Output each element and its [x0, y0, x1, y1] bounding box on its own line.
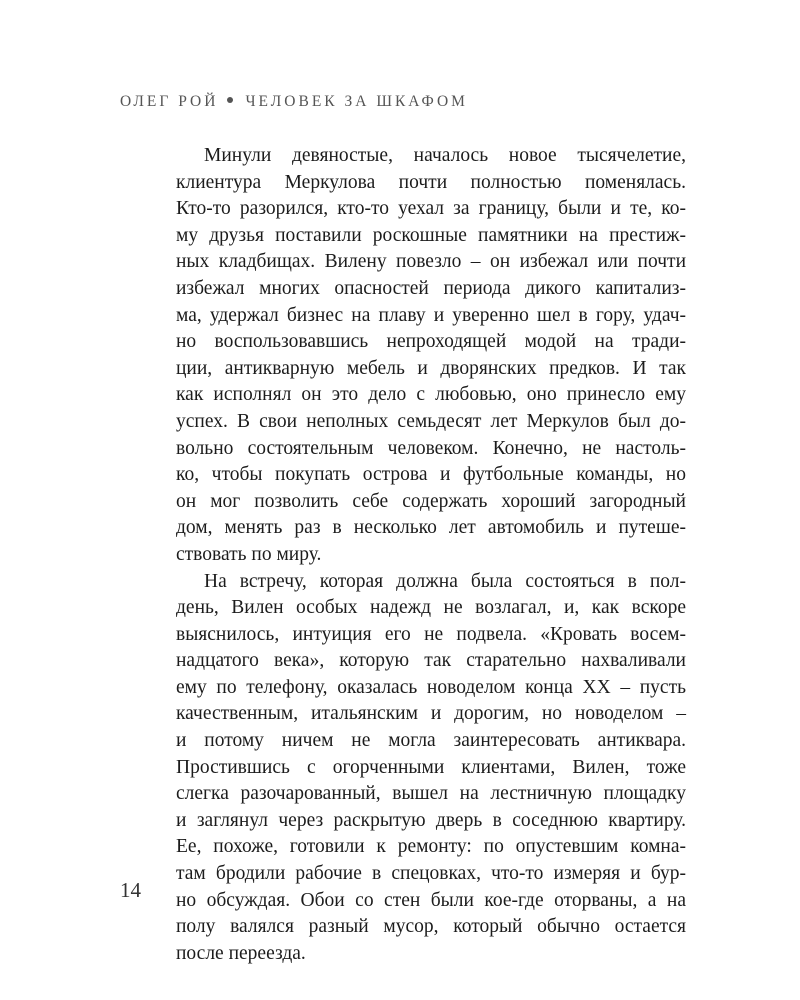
text-line: он мог позволить себе содержать хороший загородный: [176, 490, 686, 512]
text-line: На встречу, которая должна была состояться в пол-: [204, 570, 686, 592]
text-line: и потому ничем не могла заинтересовать антиквара.: [176, 730, 686, 752]
text-line: клиентура Меркулова почти полностью поменялась.: [176, 171, 686, 193]
text-line: дом, менять раз в несколько лет автомобиль и путеше-: [176, 517, 686, 539]
text-line: Простившись с огорченными клиентами, Вилен, тоже: [176, 756, 686, 778]
text-line: надцатого века», которую так старательно нахваливали: [176, 650, 686, 672]
text-line: полу валялся разный мусор, который обычно остается: [176, 916, 686, 938]
body-text: [176, 143, 686, 967]
text-line: слегка разочарованный, вышел на лестничную площадку: [176, 783, 686, 805]
bullet-separator-icon: [227, 97, 233, 103]
text-line: день, Вилен особых надежд не возлагал, и, как вскоре: [176, 597, 686, 619]
text-line: но воспользовавшись непроходящей модой на тради-: [176, 331, 686, 353]
paragraph: [176, 143, 686, 569]
text-line: ко, чтобы покупать острова и футбольные команды, но: [176, 464, 686, 486]
text-line: ему по телефону, оказалась новоделом конца XX – пусть: [176, 676, 686, 698]
text-line: ции, антикварную мебель и дворянских предков. И так: [176, 357, 686, 379]
text-line: успех. В свои неполных семьдесят лет Меркулов был до-: [176, 410, 686, 432]
page-number: 14: [120, 878, 141, 902]
text-line: после переезда.: [176, 942, 306, 964]
text-line: избежал многих опасностей периода дикого капитализ-: [176, 277, 686, 299]
text-line: но обсуждая. Обои со стен были кое-где оторваны, а на: [176, 889, 686, 911]
running-head-title: ЧЕЛОВЕК ЗА ШКАФОМ: [245, 93, 468, 110]
text-line: как исполнял он это дело с любовью, оно принесло ему: [176, 384, 686, 406]
text-line: ма, удержал бизнес на плаву и уверенно шел в гору, удач-: [176, 304, 686, 326]
text-line: вольно состоятельным человеком. Конечно, не настоль-: [176, 437, 686, 459]
paragraph: [176, 569, 686, 968]
text-line: ствовать по миру.: [176, 543, 322, 565]
text-line: му друзья поставили роскошные памятники на престиж-: [176, 224, 686, 246]
text-line: Кто-то разорился, кто-то уехал за границу, были и те, ко-: [176, 198, 686, 220]
text-line: и заглянул через раскрытую дверь в соседнюю квартиру.: [176, 809, 686, 831]
text-line: качественным, итальянским и дорогим, но новоделом –: [176, 703, 686, 725]
running-head-author: ОЛЕГ РОЙ: [120, 93, 219, 110]
running-head: [120, 93, 468, 111]
text-line: Минули девяностые, началось новое тысячелетие,: [204, 145, 686, 166]
text-line: выяснилось, интуиция его не подвела. «Кровать восем-: [176, 623, 686, 645]
text-line: Ее, похоже, готовили к ремонту: по опустевшим комна-: [176, 836, 686, 858]
text-line: ных кладбищах. Вилену повезло – он избежал или почти: [176, 251, 686, 273]
text-line: там бродили рабочие в спецовках, что-то измеряя и бур-: [176, 863, 686, 885]
